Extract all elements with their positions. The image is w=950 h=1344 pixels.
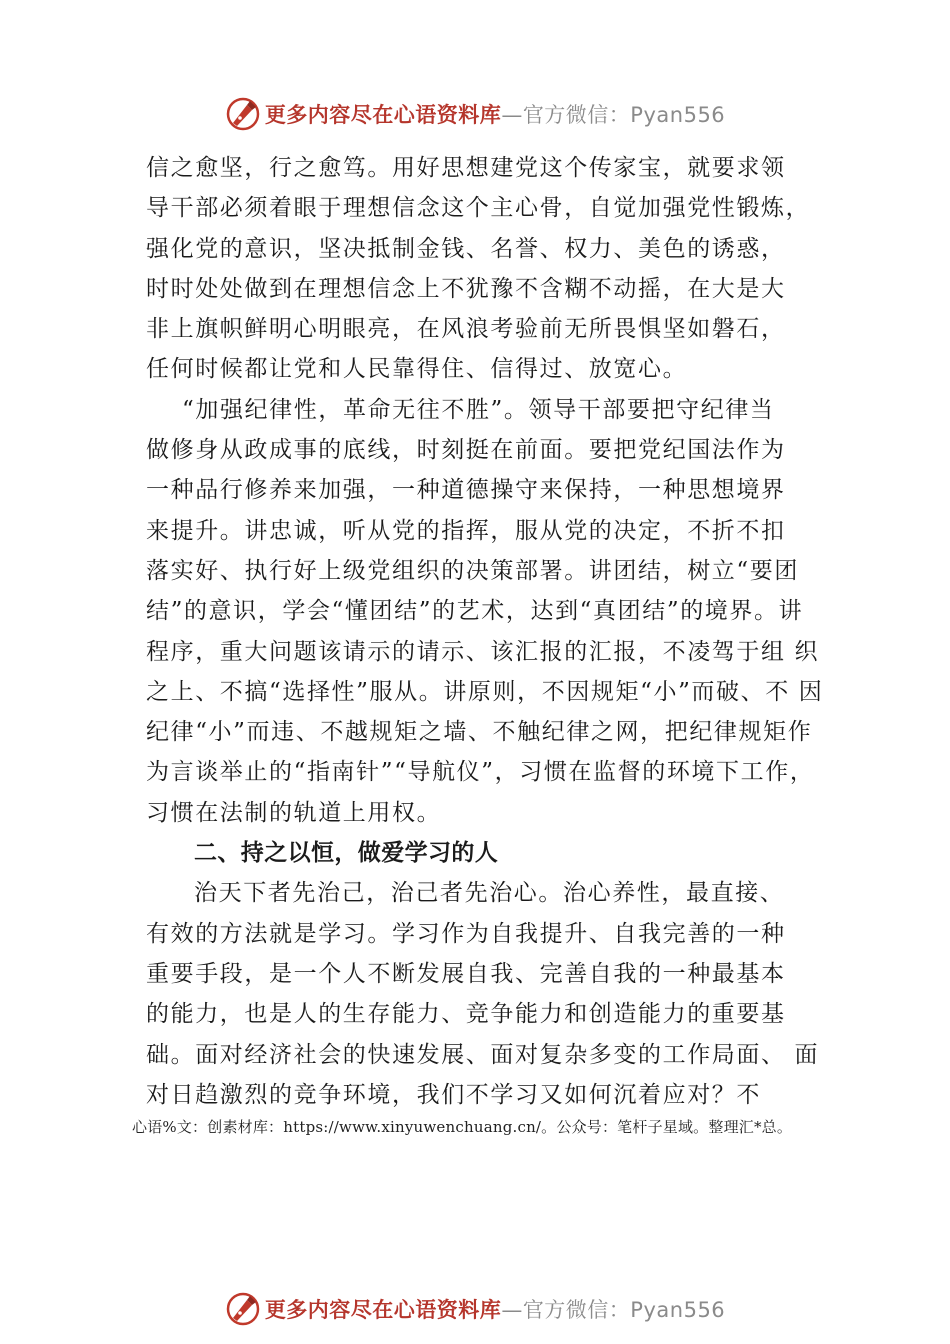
- text-line: 时时处处做到在理想信念上不犹豫不含糊不动摇，在大是大: [146, 275, 786, 302]
- text-line: 有效的方法就是学习。学习作为自我提升、自我完善的一种: [146, 920, 786, 947]
- watermark-text: [265, 1294, 725, 1324]
- watermark-banner-bottom: [0, 1289, 950, 1329]
- text-line: 程序，重大问题该请示的请示、该汇报的汇报，不凌驾于组 织: [146, 638, 820, 665]
- text-line: 为言谈举止的“指南针”“导航仪”，习惯在监督的环境下工作，: [146, 759, 815, 786]
- watermark-banner-top: [0, 94, 950, 134]
- text-line: 础。面对经济社会的快速发展、面对复杂多变的工作局面、 面: [146, 1041, 820, 1068]
- watermark-sep: —: [501, 103, 523, 127]
- text-line: 纪律“小”而违、不越规矩之墙、不触纪律之网，把纪律规矩作: [146, 719, 813, 746]
- text-line: 的能力，也是人的生存能力、竞争能力和创造能力的重要基: [146, 1001, 786, 1028]
- footer-note: 心语%文：创素材库：https://www.xinyuwenchuang.cn/。公众号：笔杆子星域。整理汇*总。: [132, 1118, 793, 1136]
- pen-nib-logo-icon: [225, 1291, 261, 1327]
- pen-nib-logo-icon: [225, 96, 261, 132]
- section-heading: 二、持之以恒，做爱学习的人: [194, 840, 499, 867]
- text-line: 强化党的意识，坚决抵制金钱、名誉、权力、美色的诱惑，: [146, 235, 786, 262]
- text-line: 做修身从政成事的底线，时刻挺在前面。要把党纪国法作为: [146, 437, 786, 464]
- text-line: 重要手段，是一个人不断发展自我、完善自我的一种最基本: [146, 960, 786, 987]
- text-line: 非上旗帜鲜明心明眼亮，在风浪考验前无所畏惧坚如磐石，: [146, 316, 786, 343]
- text-line: 来提升。讲忠诚，听从党的指挥，服从党的决定，不折不扣: [146, 517, 786, 544]
- text-line: 对日趋激烈的竞争环境，我们不学习又如何沉着应对？不: [146, 1081, 761, 1108]
- text-line: 一种品行修养来加强，一种道德操守来保持，一种思想境界: [146, 477, 786, 504]
- text-line: 结”的意识，学会“懂团结”的艺术，达到“真团结”的境界。讲: [146, 598, 804, 625]
- paragraph-start-line: “加强纪律性，革命无往不胜”。领导干部要把守纪律当: [182, 396, 775, 423]
- text-line: 导干部必须着眼于理想信念这个主心骨，自觉加强党性锻炼，: [146, 195, 811, 222]
- document-body: [146, 148, 826, 1115]
- paragraph-start-line: 治天下者先治己，治己者先治心。治心养性，最直接、: [194, 880, 785, 907]
- watermark-text: [265, 99, 725, 129]
- watermark-contact: 官方微信：Pyan556: [522, 1298, 726, 1322]
- text-line: 之上、不搞“选择性”服从。讲原则，不因规矩“小”而破、不 因: [146, 678, 824, 705]
- watermark-main: 更多内容尽在心语资料库: [264, 1297, 502, 1322]
- watermark-sep: —: [501, 1298, 523, 1322]
- text-line: 信之愈坚，行之愈笃。用好思想建党这个传家宝，就要求领: [146, 155, 786, 181]
- text-line: 落实好、执行好上级党组织的决策部署。讲团结，树立“要团: [146, 557, 799, 584]
- watermark-main: 更多内容尽在心语资料库: [264, 102, 502, 127]
- watermark-contact: 官方微信：Pyan556: [522, 103, 726, 127]
- text-line: 任何时候都让党和人民靠得住、信得过、放宽心。: [146, 356, 688, 383]
- text-line: 习惯在法制的轨道上用权。: [146, 799, 442, 826]
